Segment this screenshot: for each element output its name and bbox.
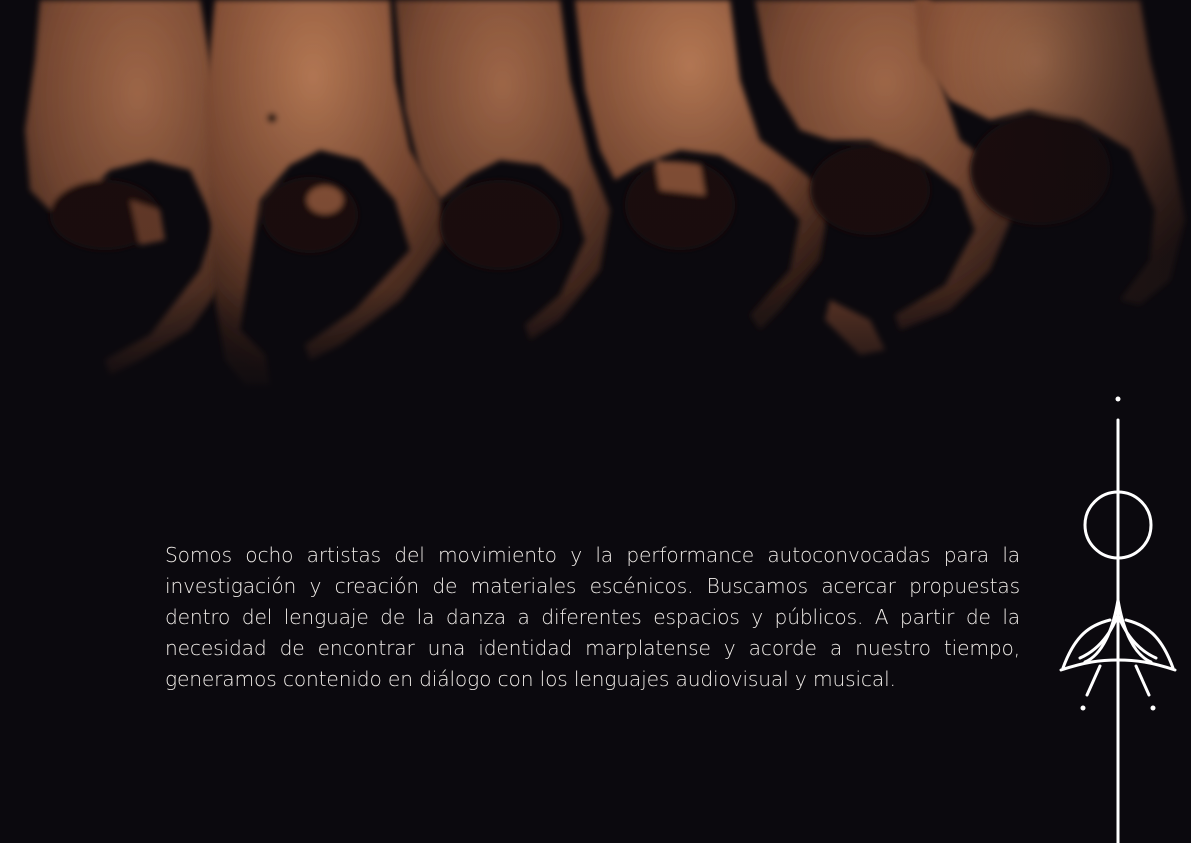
dancers-photo: [0, 0, 1191, 410]
sun-root-symbol-icon: [1055, 390, 1181, 843]
intro-paragraph: Somos ocho artistas del movimiento y la performance autoconvocadas para la investigación y creación de materiales escénicos. Buscamos acercar propuestas dentro del lenguaje de la danza a diferentes espacios y públicos. A partir de la necesidad de encontrar una identidad marplatense y acorde a nuestro tiempo, generamos contenido en diálogo con los lenguajes audiovisual y musical.: [165, 543, 1020, 691]
